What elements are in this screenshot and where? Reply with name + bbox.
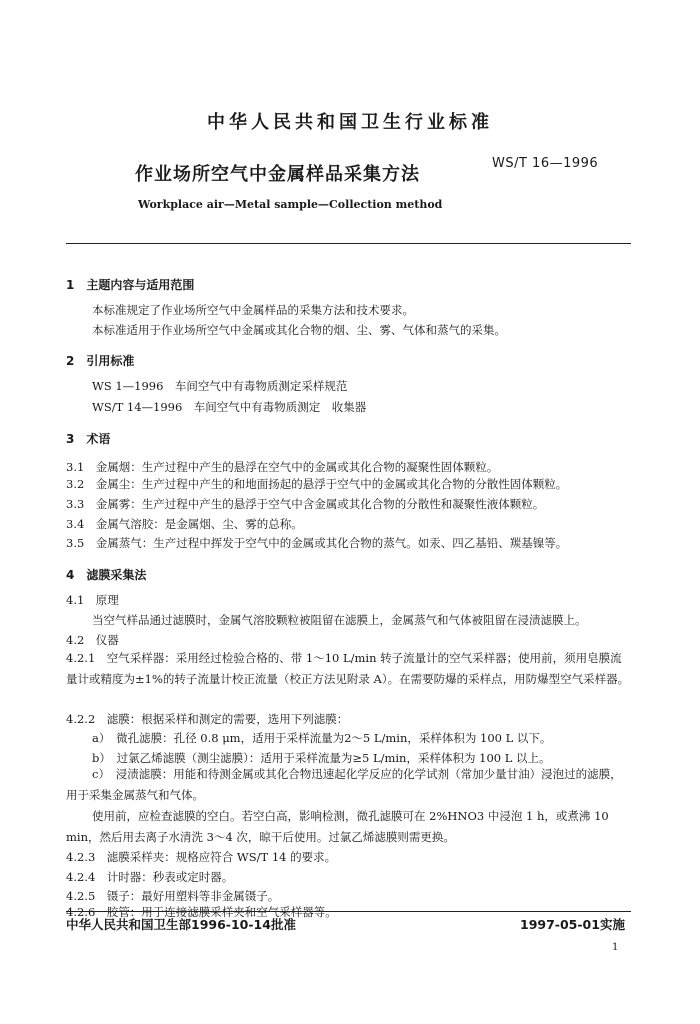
filter-option-b: b） 过氯乙烯滤膜（测尘滤膜）：适用于采样流量为≥5 L/min，采样体积为 100 L 以上。 (92, 751, 551, 765)
subsection-4-2-heading: 4.2 仪器 (66, 633, 119, 647)
item-4-2-2: 4.2.2 滤膜：根据采样和测定的需要，选用下列滤膜： (66, 712, 349, 726)
page-number: 1 (612, 942, 619, 953)
principle-paragraph: 当空气样品通过滤膜时，金属气溶胶颗粒被阻留在滤膜上，金属蒸气和气体被阻留在浸渍滤膜上。 (92, 613, 587, 627)
section-4-heading: 4 滤膜采集法 (66, 568, 147, 582)
item-4-2-1: 4.2.1 空气采样器：采用经过检验合格的、带 1～10 L/min 转子流量计的空气采样器；使用前，须用皂膜流量计或精度为±1%的转子流量计校正流量（校正方法见附录 A）。在需要防爆的采样点，用防爆型空气采样器。 (66, 651, 630, 686)
section-1-heading: 1 主题内容与适用范围 (66, 278, 195, 292)
issue-date: 中华人民共和国卫生部1996-10-14批准 (66, 917, 296, 932)
term-3-1: 3.1 金属烟：生产过程中产生的悬浮在空气中的金属或其化合物的凝聚性固体颗粒。 (66, 460, 499, 474)
item-4-2-4: 4.2.4 计时器：秒表或定时器。 (66, 870, 234, 884)
reference-2: WS/T 14—1996 车间空气中有毒物质测定 收集器 (92, 400, 367, 414)
term-3-2: 3.2 金属尘：生产过程中产生的和地面扬起的悬浮于空气中的金属或其化合物的分散性固体颗粒。 (66, 477, 568, 491)
usage-note: 使用前，应检查滤膜的空白。若空白高，影响检测，微孔滤膜可在 2%HNO3 中浸泡 1 h，或煮沸 10 min，然后用去离子水清洗 3～4 次，晾干后使用。过氯乙烯滤膜则需更换。 (66, 809, 609, 844)
header-divider (66, 243, 631, 244)
effective-date: 1997-05-01实施 (520, 917, 625, 932)
item-4-2-6: 4.2.6 胶管：用于连接滤膜采样夹和空气采样器等。 (66, 905, 337, 919)
document-number: WS/T 16—1996 (492, 156, 599, 171)
term-3-5: 3.5 金属蒸气：生产过程中挥发于空气中的金属或其化合物的蒸气。如汞、四乙基铅、羰基镍等。 (66, 536, 568, 550)
section-1-paragraph-2: 本标准适用于作业场所空气中金属或其化合物的烟、尘、雾、气体和蒸气的采集。 (92, 323, 506, 337)
filter-option-c: c） 浸渍滤膜：用能和待测金属或其化合物迅速起化学反应的化学试剂（常加少量甘油）浸泡过的滤膜，用于采集金属蒸气和气体。 (66, 767, 622, 802)
section-3-heading: 3 术语 (66, 432, 111, 446)
filter-option-a: a） 微孔滤膜：孔径 0.8 μm，适用于采样流量为2～5 L/min，采样体积为 100 L 以下。 (92, 731, 552, 745)
english-title: Workplace air—Metal sample—Collection method (138, 198, 443, 211)
subsection-4-1-heading: 4.1 原理 (66, 593, 119, 607)
item-4-2-5: 4.2.5 镊子：最好用塑料等非金属镊子。 (66, 889, 280, 903)
section-1-paragraph-1: 本标准规定了作业场所空气中金属样品的采集方法和技术要求。 (92, 303, 414, 317)
reference-1: WS 1—1996 车间空气中有毒物质测定采样规范 (92, 379, 348, 393)
footer-divider (66, 911, 631, 912)
term-3-3: 3.3 金属雾：生产过程中产生的悬浮于空气中含金属或其化合物的分散性和凝聚性液体颗粒。 (66, 497, 545, 511)
section-2-heading: 2 引用标准 (66, 354, 135, 368)
item-4-2-3: 4.2.3 滤膜采样夹：规格应符合 WS/T 14 的要求。 (66, 850, 337, 864)
standard-category: 中华人民共和国卫生行业标准 (207, 112, 493, 133)
term-3-4: 3.4 金属气溶胶：是金属烟、尘、雾的总称。 (66, 517, 303, 531)
document-title: 作业场所空气中金属样品采集方法 (135, 164, 420, 185)
